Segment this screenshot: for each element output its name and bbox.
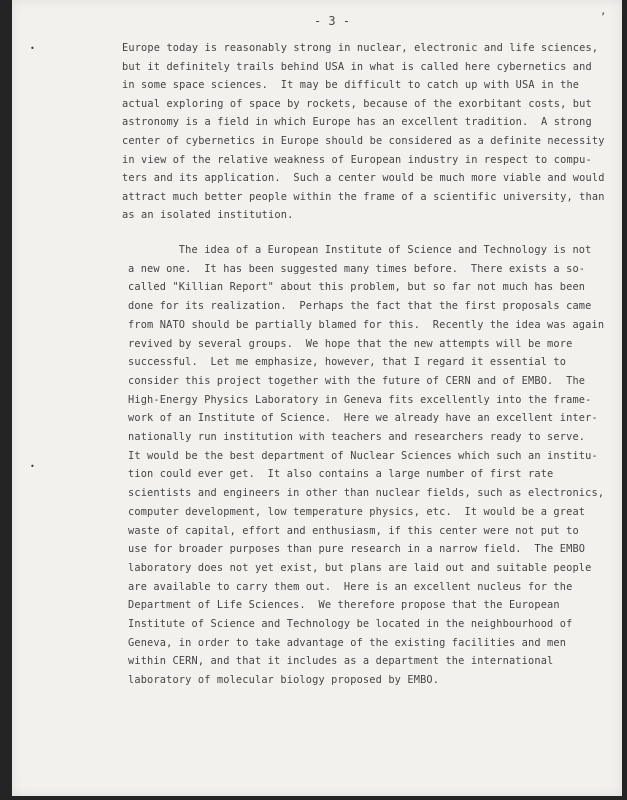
text-line: done for its realization. Perhaps the fact that the first proposals came (128, 300, 592, 313)
text-line: ters and its application. Such a center would be much more viable and would (122, 172, 605, 185)
text-line: Geneva, in order to take advantage of the existing facilities and men (128, 636, 567, 649)
page-number: - 3 - (313, 14, 351, 28)
text-line: Europe today is reasonably strong in nuclear, electronic and life sciences, (122, 42, 599, 54)
text-line: work of an Institute of Science. Here we already have an excellent inter- (128, 412, 598, 425)
text-line: tion could ever get. It also contains a large number of first rate (128, 468, 554, 481)
text-line: within CERN, and that it includes as a department the international (128, 655, 554, 668)
text-line: in some space sciences. It may be difficult to catch up with USA in the (122, 79, 580, 92)
text-line: scientists and engineers in other than nuclear fields, such as electronics, (128, 487, 605, 500)
text-line: laboratory of molecular biology proposed by EMBO. (128, 674, 440, 687)
text-line: The idea of a European Institute of Science and Technology is not (128, 244, 592, 256)
text-line: High-Energy Physics Laboratory in Geneva fits excellently into the frame- (128, 393, 592, 406)
text-line: a new one. It has been suggested many times before. There exists a so- (128, 262, 586, 275)
text-line: center of cybernetics in Europe should be considered as a definite necessity (122, 135, 605, 147)
text-line: use for broader purposes than pure research in a narrow field. The EMBO (128, 543, 586, 556)
text-line: actual exploring of space by rockets, because of the exorbitant costs, but (122, 97, 592, 110)
text-line: are available to carry them out. Here is an excellent nucleus for the (128, 580, 573, 593)
text-line: waste of capital, effort and enthusiasm, if this center were not put to (128, 524, 579, 537)
margin-mark-top-right: ’ (600, 12, 607, 23)
text-line: nationally run institution with teachers and researchers ready to serve. (128, 431, 586, 443)
text-line: in view of the relative weakness of European industry in respect to compu- (122, 153, 592, 166)
text-line: consider this project together with the future of CERN and of EMBO. The (128, 374, 586, 387)
text-line: Department of Life Sciences. We therefore propose that the European (128, 599, 560, 612)
text-line: Institute of Science and Technology be located in the neighbourhood of (128, 618, 573, 630)
text-line: called "Killian Report" about this problem, but so far not much has been (128, 281, 586, 294)
text-line: as an isolated institution. (122, 209, 294, 222)
text-line: revived by several groups. We hope that the new attempts will be more (128, 337, 573, 350)
text-line: successful. Let me emphasize, however, that I regard it essential to (128, 356, 567, 369)
margin-mark-left-top: • (30, 44, 35, 53)
text-line: attract much better people within the frame of a scientific university, than (122, 190, 605, 203)
text-line: computer development, low temperature physics, etc. It would be a great (128, 505, 586, 518)
document-page (12, 0, 622, 796)
text-line: astronomy is a field in which Europe has an excellent tradition. A strong (122, 116, 592, 129)
margin-mark-left-middle: • (30, 462, 35, 471)
text-line: but it definitely trails behind USA in what is called here cybernetics and (122, 60, 592, 73)
text-line: from NATO should be partially blamed for this. Recently the idea was again (128, 318, 605, 331)
text-line: It would be the best department of Nuclear Sciences which such an institu- (128, 449, 598, 462)
text-line: laboratory does not yet exist, but plans are laid out and suitable people (128, 561, 592, 574)
